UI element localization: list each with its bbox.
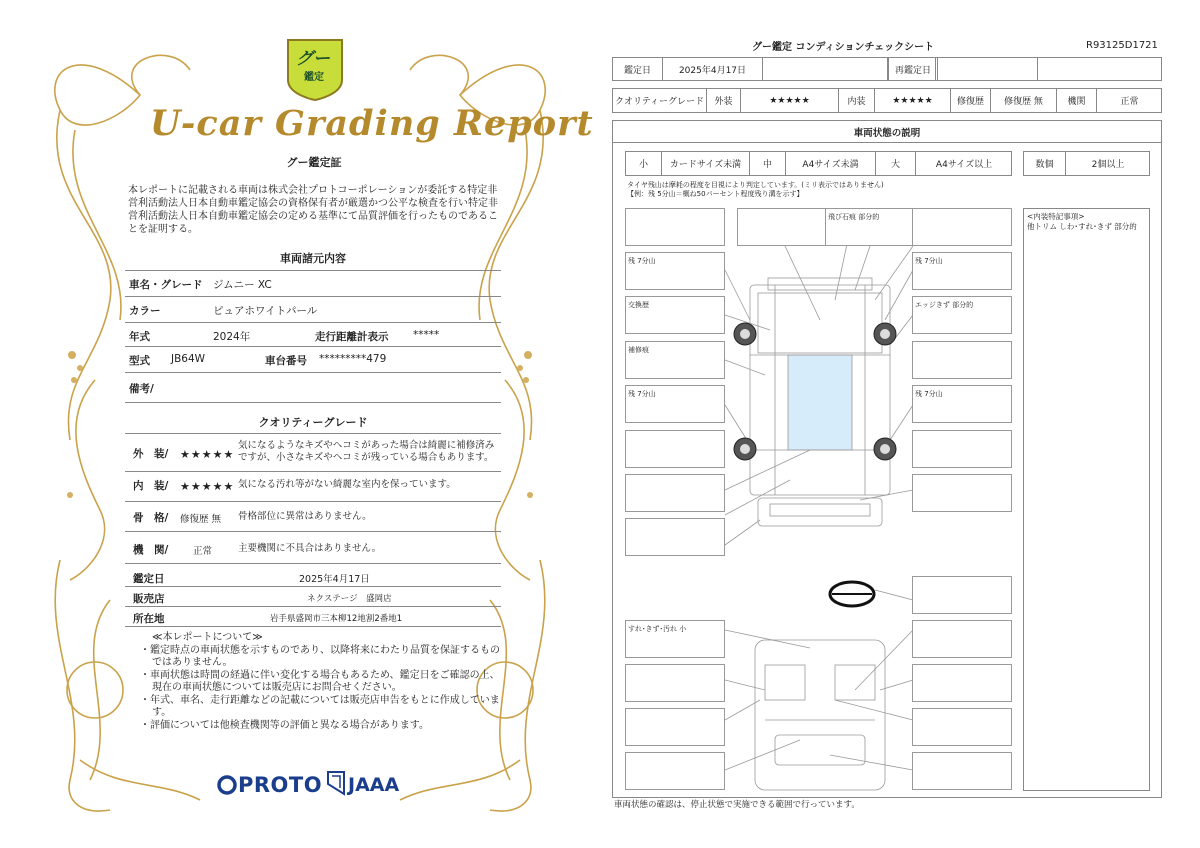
grade-row-exterior — [125, 434, 501, 472]
spec-row-name — [125, 271, 501, 297]
grade-heading: クオリティーグレード — [258, 416, 368, 429]
spec-value: 2024年 — [213, 331, 251, 343]
grade-label: 内 装/ — [133, 480, 169, 492]
cell-label: 修復歴 — [951, 89, 991, 112]
jaaa-logo-icon — [326, 770, 346, 796]
badge-logo-text: グー — [296, 49, 330, 69]
callout-box: エッジきず 部分的 — [912, 296, 1012, 334]
condition-check-sheet — [600, 0, 1200, 848]
cell-value: 修復歴 無 — [991, 89, 1057, 112]
callout-box — [737, 208, 837, 246]
spec-label: 車名・グレード — [129, 279, 203, 291]
info-label: 所在地 — [133, 613, 165, 625]
info-value: 岩手県盛岡市三本柳12地割2番地1 — [270, 614, 403, 624]
callout-box — [912, 341, 1012, 379]
spec-label: 年式 — [129, 331, 150, 343]
sheet-footer: 車両状態の確認は、停止状態で実施できる範囲で行っています。 — [614, 800, 860, 810]
interior-notes-box — [1023, 208, 1150, 791]
callout-box — [625, 430, 725, 468]
callout-box — [625, 474, 725, 512]
legend-key: 中 — [750, 152, 786, 175]
legend-desc: A4サイズ以上 — [935, 160, 993, 170]
cell-label: 外装 — [707, 89, 741, 112]
specs-heading: 車両諸元内容 — [280, 252, 346, 265]
jaaa-logo-text: JAAA — [348, 774, 400, 796]
callout-box — [912, 474, 1012, 512]
sheet-id: R93125D1721 — [1086, 40, 1158, 51]
spec-value: ピュアホワイトパール — [213, 305, 318, 317]
info-row-date — [125, 567, 501, 587]
report-note-item: ・車両状態は時間の経過に伴い変化する場合もあるため、鑑定日をご確認の上、現在の車両状態については販売店にお問合せください。 — [140, 669, 500, 693]
report-note-item: ・年式、車名、走行距離などの記載については販売店申告をもとに作成しています。 — [140, 694, 500, 718]
info-value: ネクステージ 盛岡店 — [307, 594, 392, 604]
callout-box — [912, 208, 1012, 246]
star-rating: ★★★★★ — [180, 448, 235, 461]
callout-box — [625, 518, 725, 556]
certificate-body: 本レポートに記載される車両は株式会社プロトコーポレーションが委託する特定非営利活動法人日本自動車鑑定協会の資格保有者が厳選かつ公平な検査を行い特定非営利活動法人日本自動車鑑定協会の定める基準にて品質評価を行ったものであることを証明する。 — [128, 185, 498, 235]
spec-value: ジムニー XC — [213, 279, 272, 291]
callout-box — [625, 708, 725, 746]
info-row-address — [125, 607, 501, 627]
proto-logo-icon — [216, 774, 238, 796]
info-value: 2025年4月17日 — [299, 574, 370, 585]
legend-desc: A4サイズ未満 — [786, 152, 876, 175]
notes-title: <内装特記事項> — [1027, 212, 1085, 221]
callout-box — [912, 752, 1012, 790]
star-rating: ★★★★★ — [741, 89, 839, 112]
spec-row-color — [125, 297, 501, 323]
grade-label: 骨 格/ — [133, 512, 169, 524]
spec-label: 型式 — [129, 355, 150, 367]
callout-box — [912, 430, 1012, 468]
callout-box: 残 7分山 — [625, 385, 725, 423]
grade-row-frame — [125, 502, 501, 532]
panel-title: 車両状態の説明 — [613, 121, 1161, 143]
callout-box: 飛び石痕 部分的 — [825, 208, 925, 246]
callout-box: 交換歴 — [625, 296, 725, 334]
callout-box — [912, 620, 1012, 658]
info-row-shop — [125, 587, 501, 607]
callout-box: 補修痕 — [625, 341, 725, 379]
grade-description: 気になる汚れ等がない綺麗な室内を保っています。 — [238, 479, 456, 490]
grade-label: 外 装/ — [133, 448, 169, 460]
certificate-title: グー鑑定証 — [286, 156, 342, 169]
spec-row-remarks — [125, 373, 501, 403]
spec-label: 走行距離計表示 — [315, 331, 389, 343]
callout-box: すれ･きず･汚れ 小 — [625, 620, 725, 658]
report-note-item: ・鑑定時点の車両状態を示すものであり、以降将来にわたり品質を保証するものではありません。 — [140, 644, 500, 668]
notes-body: 他トリム しわ･すれ･きず 部分的 — [1027, 222, 1137, 231]
legend-desc: カードサイズ未満 — [662, 152, 750, 175]
proto-logo-text: PROTO — [238, 773, 323, 797]
spec-label: 備考/ — [129, 383, 154, 395]
callout-box — [625, 664, 725, 702]
spec-label: カラー — [129, 305, 161, 317]
legend-key: 数個 — [1024, 152, 1066, 175]
report-note-item: ・評価については他検査機関等の評価と異なる場合があります。 — [140, 719, 429, 731]
cell-value: 2025年4月17日 — [663, 58, 763, 80]
info-label: 鑑定日 — [133, 573, 165, 585]
callout-box — [912, 664, 1012, 702]
legend-desc: 2個以上 — [1091, 160, 1125, 170]
report-script-title: U-car Grading Report — [150, 103, 594, 144]
callout-box: 残 7分山 — [912, 252, 1012, 290]
cell-label: 鑑定日 — [613, 58, 663, 80]
grade-description: 主要機関に不具合はありません。 — [238, 543, 382, 554]
sheet-title: グー鑑定 コンディションチェックシート — [752, 42, 935, 53]
legend-key: 小 — [626, 152, 662, 175]
spec-label: 車台番号 — [265, 355, 307, 367]
spec-value: JB64W — [171, 353, 206, 365]
spec-row-year — [125, 323, 501, 347]
cell-label: 機関 — [1057, 89, 1097, 112]
badge-logo-sub: 鑑定 — [304, 72, 324, 83]
callout-box: 残 7分山 — [912, 385, 1012, 423]
cell-value: 正常 — [1120, 97, 1139, 107]
spec-value: *********479 — [319, 353, 387, 365]
grade-value: 正常 — [193, 546, 213, 557]
cell-label: クオリティーグレード — [613, 89, 707, 112]
callout-box — [625, 208, 725, 246]
callout-box — [625, 752, 725, 790]
spec-row-model — [125, 347, 501, 373]
grade-value: 修復歴 無 — [180, 514, 222, 525]
spec-value: ***** — [413, 329, 440, 341]
callout-box — [912, 708, 1012, 746]
callout-box: 残 7分山 — [625, 252, 725, 290]
tire-example: 【例：残 5分山＝概ね50パーセント程度残り溝を示す】 — [627, 190, 804, 198]
star-rating: ★★★★★ — [875, 89, 951, 112]
grade-description: 気になるようなキズやヘコミがあった場合は綺麗に補修済みですが、小さなキズやヘコミが残っている場合もあります。 — [238, 440, 495, 463]
grade-row-engine — [125, 532, 501, 564]
cell-label: 再鑑定日 — [888, 58, 938, 80]
star-rating: ★★★★★ — [180, 480, 235, 493]
tire-note: タイヤ残山は摩耗の程度を目視により判定しています。(ミリ表示ではありません) — [627, 181, 884, 189]
info-label: 販売店 — [133, 593, 165, 605]
report-notes-title: ≪本レポートについて≫ — [152, 632, 263, 643]
report-notes — [140, 632, 500, 732]
legend-key: 大 — [876, 152, 916, 175]
grade-row-interior — [125, 472, 501, 502]
callout-box — [912, 576, 1012, 614]
cell-label: 内装 — [839, 89, 875, 112]
grade-description: 骨格部位に異常はありません。 — [238, 511, 372, 522]
grade-label: 機 関/ — [133, 544, 169, 556]
